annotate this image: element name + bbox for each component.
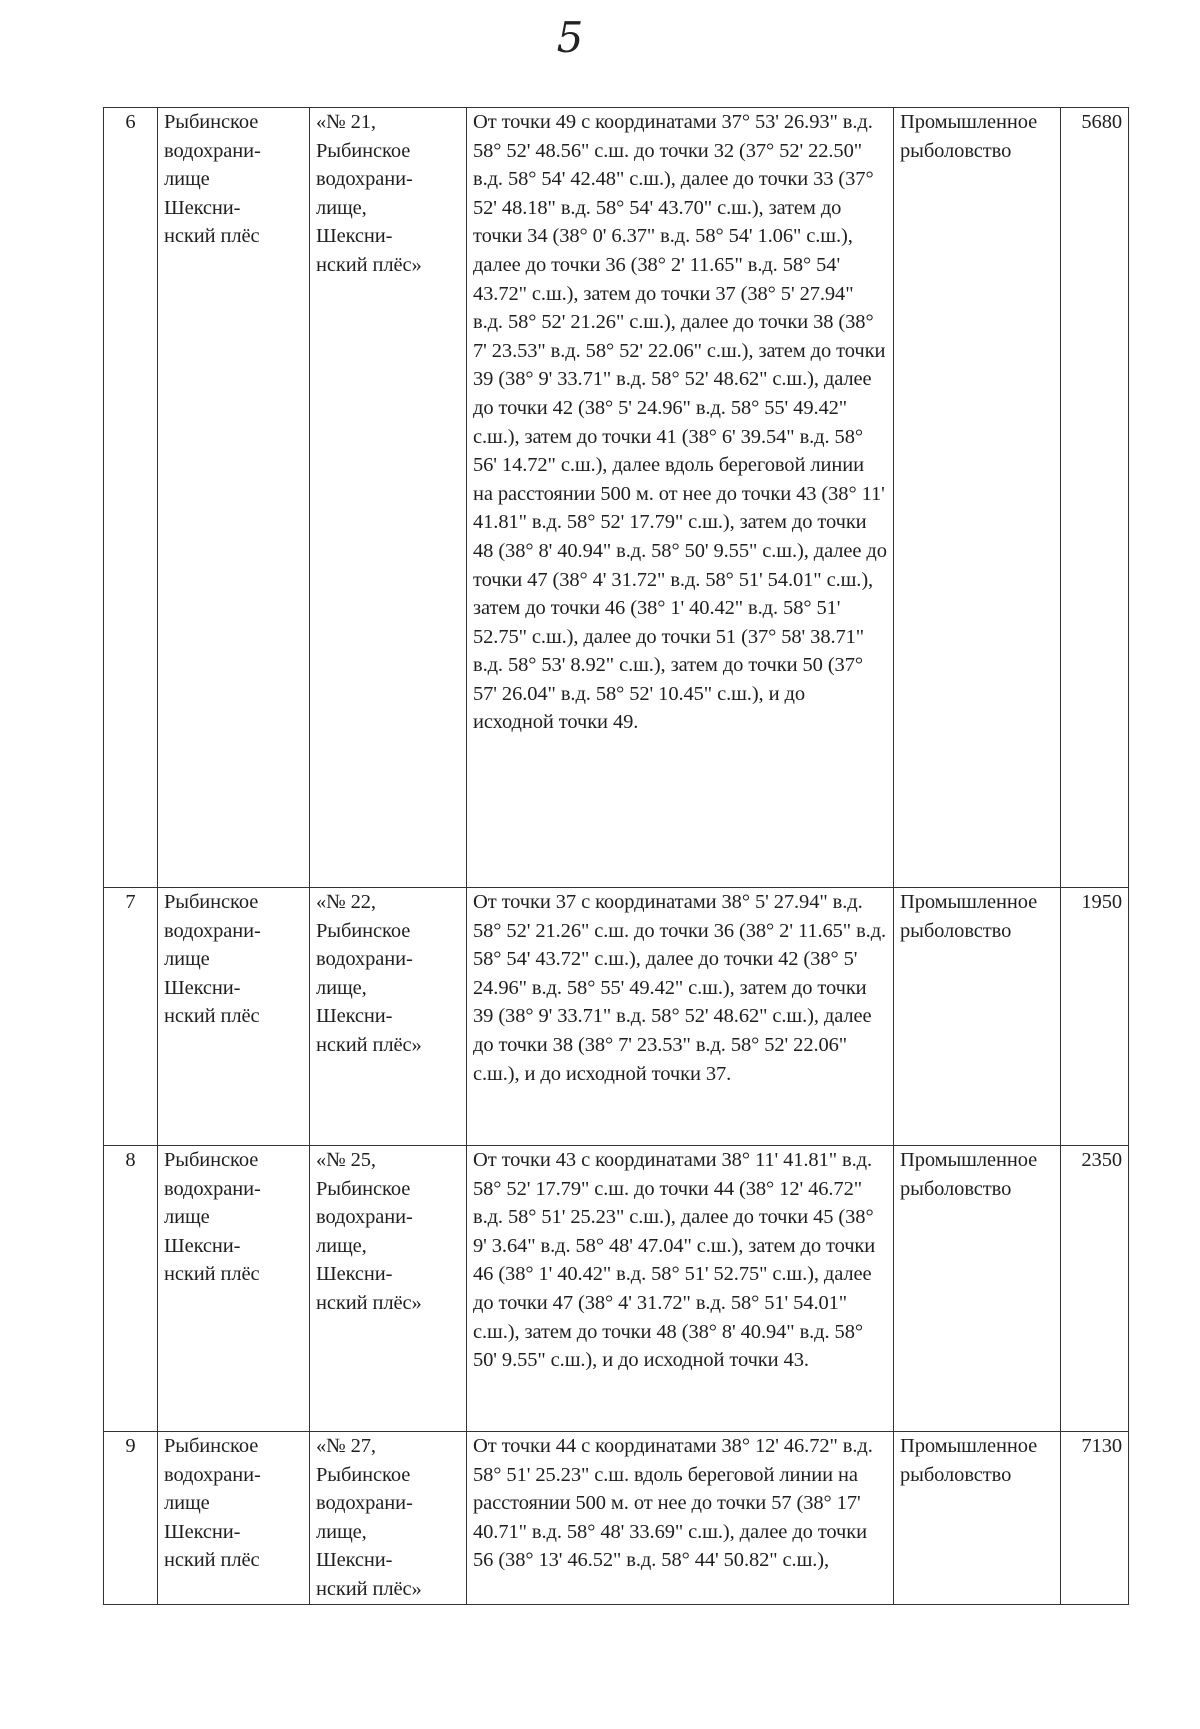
area-boundaries: От точки 37 с координатами 38° 5' 27.94" в.д. 58° 52' 21.26" с.ш. до точки 36 (38° 2' 11.65" в.д. 58° 54' 43.72" с.ш.), далее до точки 42 (38° 5' 24.96" в.д. 58° 55' 49.42" с.ш.), затем до точки 39 (38° 9' 33.71" в.д. 58° 52' 48.62" с.ш.), далее до точки 38 (38° 7' 23.53" в.д. 58° 52' 22.06" с.ш.), и до исходной точки 37. [467,888,894,1146]
area-boundaries: От точки 49 с координатами 37° 53' 26.93" в.д. 58° 52' 48.56" с.ш. до точки 32 (37° 52' 22.50" в.д. 58° 54' 42.48" с.ш.), далее до точки 33 (37° 52' 48.18" в.д. 58° 54' 43.70" с.ш.), затем до точки 34 (38° 0' 6.37" в.д. 58° 54' 1.06" с.ш.), далее до точки 36 (38° 2' 11.65" в.д. 58° 54' 43.72" с.ш.), затем до точки 37 (38° 5' 27.94" в.д. 58° 52' 21.26" с.ш.), далее до точки 38 (38° 7' 23.53" в.д. 58° 52' 22.06" с.ш.), затем до точки 39 (38° 9' 33.71" в.д. 58° 52' 48.62" с.ш.), далее до точки 42 (38° 5' 24.96" в.д. 58° 55' 49.42" с.ш.), затем до точки 41 (38° 6' 39.54" в.д. 58° 56' 14.72" с.ш.), далее вдоль береговой линии на расстоянии 500 м. от нее до точки 43 (38° 11' 41.81" в.д. 58° 52' 17.79" с.ш.), затем до точки 48 (38° 8' 40.94" в.д. 58° 50' 9.55" с.ш.), далее до точки 47 (38° 4' 31.72" в.д. 58° 51' 54.01" с.ш.), затем до точки 46 (38° 1' 40.42" в.д. 58° 51' 52.75" с.ш.), далее до точки 51 (37° 58' 38.71" в.д. 58° 53' 8.92" с.ш.), затем до точки 50 (37° 57' 26.04" в.д. 58° 52' 10.45" с.ш.), и до исходной точки 49. [467,108,894,888]
area-purpose: Промышленное рыболовство [894,888,1061,1146]
page-number: 5 [556,13,584,62]
area-name: «№ 21, Рыбинское водохрани- лище, Шексни- нский плёс» [310,108,467,888]
area-size: 1950 [1061,888,1129,1146]
table-row [104,1432,1129,1605]
area-size: 7130 [1061,1432,1129,1605]
water-body-name: Рыбинское водохрани- лище Шексни- нский плёс [158,108,310,888]
area-purpose: Промышленное рыболовство [894,108,1061,888]
area-boundaries: От точки 44 с координатами 38° 12' 46.72" в.д. 58° 51' 25.23" с.ш. вдоль береговой линии на расстоянии 500 м. от нее до точки 57 (38° 17' 40.71" в.д. 58° 48' 33.69" с.ш.), далее до точки 56 (38° 13' 46.52" в.д. 58° 44' 50.82" с.ш.), [467,1432,894,1605]
row-number: 6 [104,108,158,888]
area-boundaries: От точки 43 с координатами 38° 11' 41.81" в.д. 58° 52' 17.79" с.ш. до точки 44 (38° 12' 46.72" в.д. 58° 51' 25.23" с.ш.), далее до точки 45 (38° 9' 3.64" в.д. 58° 48' 47.04" с.ш.), затем до точки 46 (38° 1' 40.42" в.д. 58° 51' 52.75" с.ш.), далее до точки 47 (38° 4' 31.72" в.д. 58° 51' 54.01" с.ш.), затем до точки 48 (38° 8' 40.94" в.д. 58° 50' 9.55" с.ш.), и до исходной точки 43. [467,1146,894,1432]
row-number: 9 [104,1432,158,1605]
row-number: 7 [104,888,158,1146]
area-name: «№ 25, Рыбинское водохрани- лище, Шексни- нский плёс» [310,1146,467,1432]
area-size: 2350 [1061,1146,1129,1432]
fishing-areas-table [103,107,1129,1605]
water-body-name: Рыбинское водохрани- лище Шексни- нский плёс [158,1432,310,1605]
area-size: 5680 [1061,108,1129,888]
table-row [104,1146,1129,1432]
table-row [104,888,1129,1146]
area-name: «№ 27, Рыбинское водохрани- лище, Шексни- нский плёс» [310,1432,467,1605]
area-purpose: Промышленное рыболовство [894,1146,1061,1432]
water-body-name: Рыбинское водохрани- лище Шексни- нский плёс [158,1146,310,1432]
row-number: 8 [104,1146,158,1432]
water-body-name: Рыбинское водохрани- лище Шексни- нский плёс [158,888,310,1146]
area-purpose: Промышленное рыболовство [894,1432,1061,1605]
area-name: «№ 22, Рыбинское водохрани- лище, Шексни- нский плёс» [310,888,467,1146]
table-row [104,108,1129,888]
